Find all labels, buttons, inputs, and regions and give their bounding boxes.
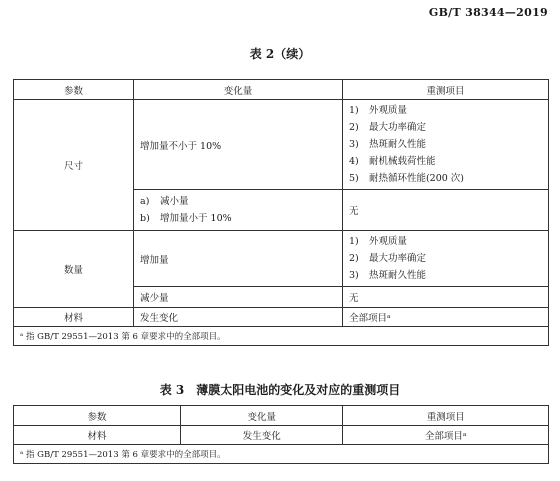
- size-tests-1: [342, 100, 548, 190]
- qty-param-cell: 数量: [14, 231, 134, 308]
- table3-footnote-row: [14, 445, 549, 464]
- table2-footnote: ᵃ 指 GB/T 29551—2013 第 6 章要求中的全部项目。: [14, 327, 549, 346]
- list-item: a) 减小量: [140, 196, 189, 207]
- table3-col-retest: 重测项目: [343, 406, 549, 426]
- table3-footnote: ᵃ 指 GB/T 29551—2013 第 6 章要求中的全部项目。: [14, 445, 549, 464]
- size-tests-1-list: [349, 102, 542, 187]
- table2-title: 表 2（续）: [249, 47, 311, 61]
- material-tests: 全部项目ᵃ: [342, 308, 548, 327]
- qty-tests-2: 无: [342, 287, 548, 308]
- list-item: 1) 外观质量: [348, 236, 407, 247]
- table3-row-material: [14, 426, 549, 445]
- size-change-2: [134, 190, 343, 231]
- table2-row-material: [14, 308, 549, 327]
- list-item: 1) 外观质量: [348, 105, 407, 116]
- size-change-2-list: [140, 193, 336, 227]
- list-item: 4) 耐机械载荷性能: [348, 156, 436, 167]
- qty-change-1: 增加量: [134, 231, 343, 287]
- table3-col-param: 参数: [14, 406, 181, 426]
- table3-material-change: 发生变化: [181, 426, 343, 445]
- list-item: 2) 最大功率确定: [348, 253, 426, 264]
- list-item: 3) 热斑耐久性能: [348, 139, 426, 150]
- standard-code: GB/T 38344—2019: [428, 6, 548, 19]
- list-item: b) 增加量小于 10%: [140, 213, 232, 224]
- material-change: 发生变化: [134, 308, 343, 327]
- table2-col-param: 参数: [14, 80, 134, 100]
- list-item: 5) 耐热循环性能(200 次): [348, 173, 465, 184]
- table2-header-row: [14, 80, 549, 100]
- table2-col-change: 变化量: [134, 80, 343, 100]
- list-item: 2) 最大功率确定: [348, 122, 426, 133]
- table2-row-qty-1: [14, 231, 549, 287]
- table2-col-retest: 重测项目: [342, 80, 548, 100]
- table2-row-size-1: [14, 100, 549, 190]
- list-item: 3) 热斑耐久性能: [348, 270, 426, 281]
- size-tests-2: 无: [342, 190, 548, 231]
- qty-change-2: 减少量: [134, 287, 343, 308]
- table3-header-row: [14, 406, 549, 426]
- qty-tests-1: [342, 231, 548, 287]
- table3-title: 表 3 薄膜太阳电池的变化及对应的重测项目: [159, 383, 401, 397]
- table3: [13, 405, 549, 464]
- material-param-cell: 材料: [14, 308, 134, 327]
- table3-material-param: 材料: [14, 426, 181, 445]
- qty-tests-1-list: [349, 233, 542, 284]
- table3-material-tests: 全部项目ᵃ: [343, 426, 549, 445]
- table2: [13, 79, 549, 346]
- size-change-1: 增加量不小于 10%: [134, 100, 343, 190]
- size-param-cell: 尺寸: [14, 100, 134, 231]
- table3-col-change: 变化量: [181, 406, 343, 426]
- table2-footnote-row: [14, 327, 549, 346]
